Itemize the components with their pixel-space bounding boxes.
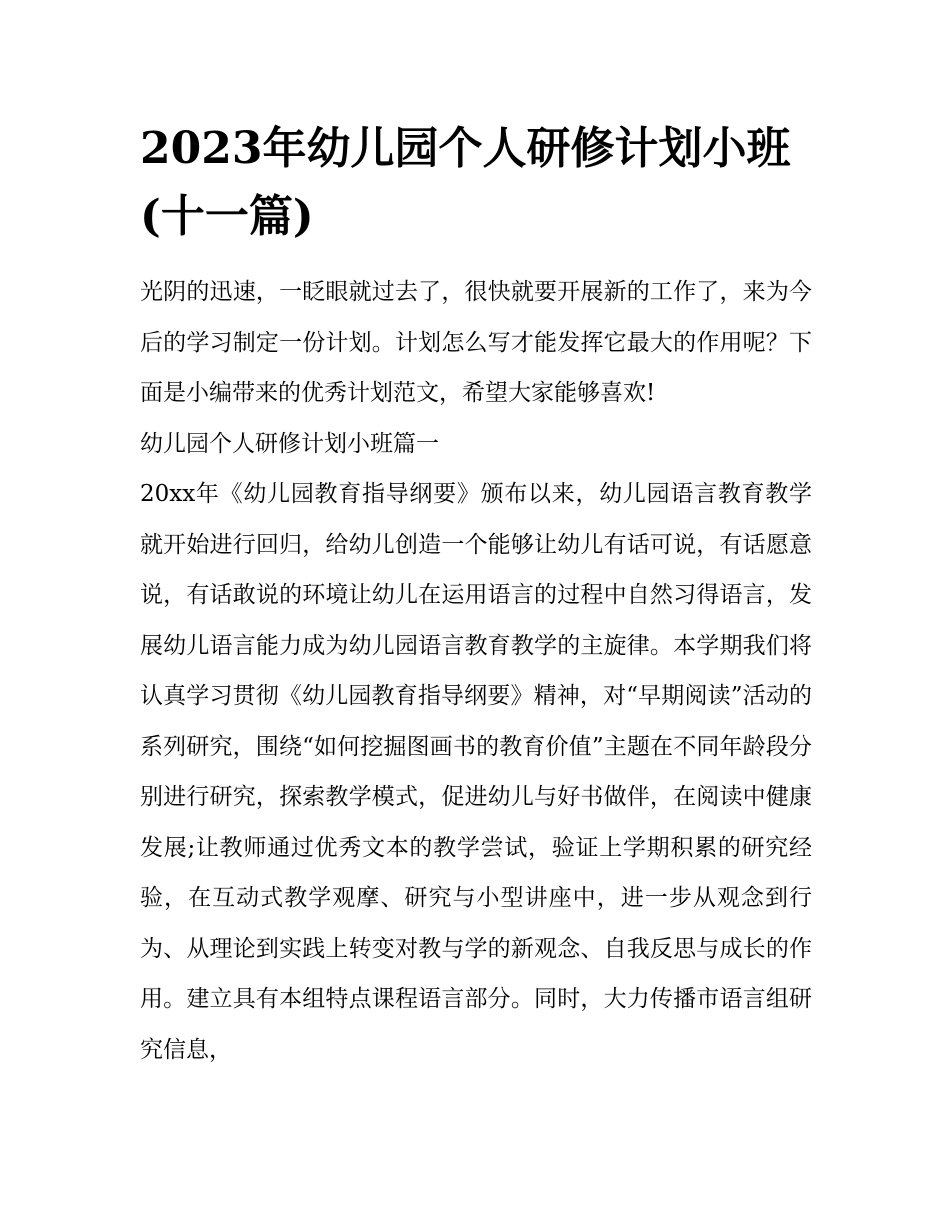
body-paragraph: 20xx年《幼儿园教育指导纲要》颁布以来，幼儿园语言教育教学就开始进行回归，给幼儿创造一个能够让幼儿有话可说，有话愿意说，有话敢说的环境让幼儿在运用语言的过程中自然习得语言，发展幼儿语言能力成为幼儿园语言教育教学的主旋律。本学期我们将认真学习贯彻《幼儿园教育指导纲要》精神，对“早期阅读”活动的系列研究，围绕“如何挖掘图画书的教育价值”主题在不同年龄段分别进行研究，探索教学模式，促进幼儿与好书做伴，在阅读中健康发展;让教师通过优秀文本的教学尝试，验证上学期积累的研究经验，在互动式教学观摩、研究与小型讲座中，进一步从观念到行为、从理论到实践上转变对教与学的新观念、自我反思与成长的作用。建立具有本组特点课程语言部分。同时，大力传播市语言组研究信息， — [140, 481, 812, 1063]
intro-paragraph: 光阴的迅速，一眨眼就过去了，很快就要开展新的工作了，来为今后的学习制定一份计划。计划怎么写才能发挥它最大的作用呢？下面是小编带来的优秀计划范文，希望大家能够喜欢! — [140, 279, 812, 406]
document-page — [140, 115, 812, 1075]
section-heading: 幼儿园个人研修计划小班篇一 — [140, 430, 439, 457]
document-title: 2023年幼儿园个人研修计划小班(十一篇) — [140, 123, 791, 242]
